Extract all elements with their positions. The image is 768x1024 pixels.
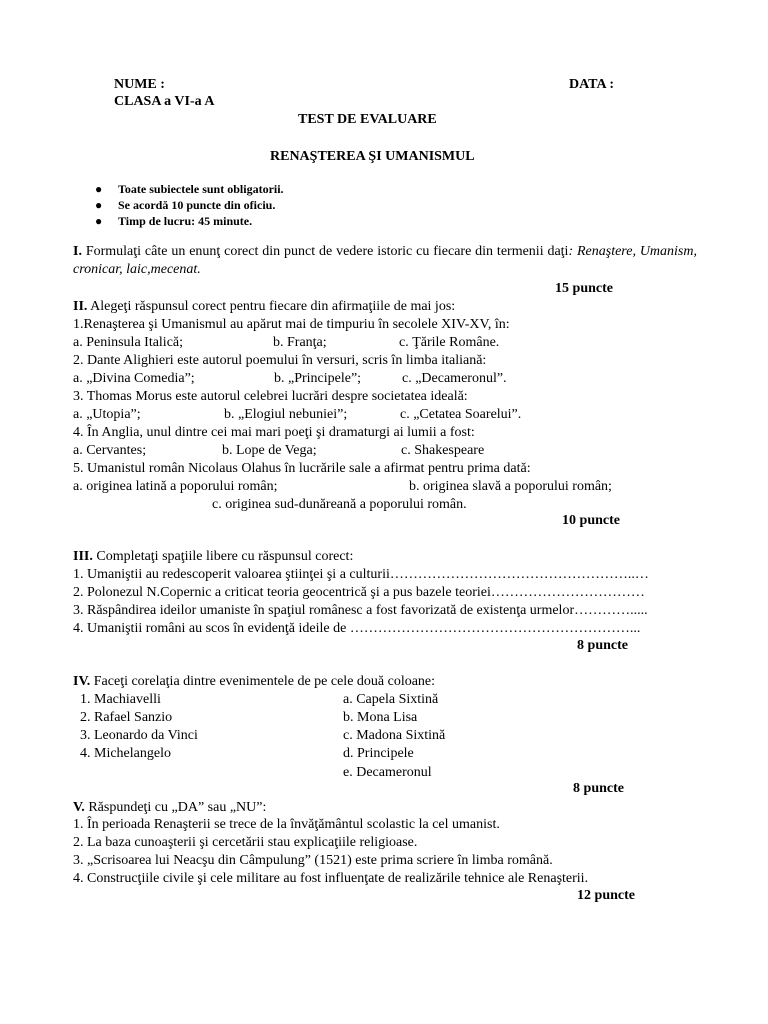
match-right-item: d. Principele xyxy=(343,746,414,761)
match-left-item: 1. Machiavelli xyxy=(80,692,161,707)
question-4: 4. În Anglia, unul dintre cei mai mari poeţi şi dramaturgi ai lumii a fost: xyxy=(73,425,475,440)
subject-title: RENAŞTEREA ŞI UMANISMUL xyxy=(270,149,475,164)
option-2a: a. „Divina Comedia”; xyxy=(73,371,195,386)
match-right-item: a. Capela Sixtină xyxy=(343,692,439,707)
section2-intro: II. Alegeţi răspunsul corect pentru fiecare din afirmaţiile de mai jos: xyxy=(73,299,456,314)
section1-number: I. xyxy=(73,244,82,259)
yes-no-item: 3. „Scrisoarea lui Neacşu din Câmpulung” (1521) este prima scriere în limba română. xyxy=(73,853,553,868)
name-label: NUME : xyxy=(114,77,165,92)
option-3a: a. „Utopia”; xyxy=(73,407,141,422)
option-5b: b. originea slavă a poporului român; xyxy=(409,479,612,494)
yes-no-item: 2. La baza cunoaşterii şi cercetării stau explicaţiile religioase. xyxy=(73,835,418,850)
section4-points: 8 puncte xyxy=(573,781,624,796)
option-3b: b. „Elogiul nebuniei”; xyxy=(224,407,348,422)
section3-points: 8 puncte xyxy=(577,638,628,653)
section4-number: IV. xyxy=(73,674,91,689)
section2-number: II. xyxy=(73,299,88,314)
fill-item: 1. Umaniştii au redescoperit valoarea ştiinţei şi a culturii……………………………………………..… xyxy=(73,567,649,582)
bullet-icon: ● xyxy=(95,214,103,228)
section3-number: III. xyxy=(73,549,93,564)
match-right-item: b. Mona Lisa xyxy=(343,710,418,725)
question-5: 5. Umanistul român Nicolaus Olahus în lucrările sale a afirmat pentru prima dată: xyxy=(73,461,531,476)
option-2b: b. „Principele”; xyxy=(274,371,362,386)
option-2c: c. „Decameronul”. xyxy=(402,371,507,386)
fill-item: 3. Răspândirea ideilor umaniste în spaţiul românesc a fost favorizată de existenţa urmelor…………..... xyxy=(73,603,648,618)
section1-statement: I. Formulaţi câte un enunţ corect din punct de vedere istoric cu fiecare din termenii daţi: Renaştere, Umanism, cronicar, laic,mecenat. xyxy=(73,244,697,277)
bullet-icon: ● xyxy=(95,198,103,212)
option-1a: a. Peninsula Italică; xyxy=(73,335,184,350)
section2-points: 10 puncte xyxy=(562,513,620,528)
question-3: 3. Thomas Morus este autorul celebrei lucrări despre societatea ideală: xyxy=(73,389,468,404)
option-4c: c. Shakespeare xyxy=(401,443,485,458)
rule-item: ● Timp de lucru: 45 minute. xyxy=(95,214,253,228)
match-left-item: 2. Rafael Sanzio xyxy=(80,710,173,725)
match-left-item: 3. Leonardo da Vinci xyxy=(80,728,198,743)
option-4a: a. Cervantes; xyxy=(73,443,147,458)
section4-intro: IV. Faceţi corelaţia dintre evenimentele de pe cele două coloane: xyxy=(73,674,436,689)
fill-item: 4. Umaniştii români au scos în evidenţă ideile de ……………………………………………………... xyxy=(73,621,641,636)
question-1: 1.Renaşterea şi Umanismul au apărut mai de timpuriu în secolele XIV-XV, în: xyxy=(73,317,510,332)
question-2: 2. Dante Alighieri este autorul poemului în versuri, scris în limba italiană: xyxy=(73,353,487,368)
yes-no-item: 4. Construcţiile civile şi cele militare au fost influenţate de realizările tehnice ale Renaşterii. xyxy=(73,871,589,886)
class-label: CLASA a VI-a A xyxy=(114,94,215,109)
section1-points: 15 puncte xyxy=(555,281,613,296)
test-title: TEST DE EVALUARE xyxy=(298,112,437,127)
match-right-item: c. Madona Sixtină xyxy=(343,728,446,743)
fill-item: 2. Polonezul N.Copernic a criticat teoria geocentrică şi a pus bazele teoriei…………………………… xyxy=(73,585,645,600)
option-3c: c. „Cetatea Soarelui”. xyxy=(400,407,522,422)
section1-terms: : Renaştere, Umanism, cronicar, laic,mecenat. xyxy=(73,244,697,277)
section5-points: 12 puncte xyxy=(577,888,635,903)
rule-item: ● Toate subiectele sunt obligatorii. xyxy=(95,182,284,196)
section5-number: V. xyxy=(73,800,85,815)
date-label: DATA : xyxy=(569,77,614,92)
option-5a: a. originea latină a poporului român; xyxy=(73,479,278,494)
section5-intro: V. Răspundeţi cu „DA” sau „NU”: xyxy=(73,800,267,815)
rule-item: ● Se acordă 10 puncte din oficiu. xyxy=(95,198,276,212)
section3-intro: III. Completaţi spaţiile libere cu răspunsul corect: xyxy=(73,549,354,564)
option-1c: c. Ţările Române. xyxy=(399,335,500,350)
option-5c: c. originea sud-dunăreană a poporului român. xyxy=(212,497,467,512)
option-4b: b. Lope de Vega; xyxy=(222,443,317,458)
bullet-icon: ● xyxy=(95,182,103,196)
match-right-item: e. Decameronul xyxy=(343,765,432,780)
option-1b: b. Franţa; xyxy=(273,335,327,350)
yes-no-item: 1. În perioada Renaşterii se trece de la învăţământul scolastic la cel umanist. xyxy=(73,817,500,832)
match-left-item: 4. Michelangelo xyxy=(80,746,171,761)
